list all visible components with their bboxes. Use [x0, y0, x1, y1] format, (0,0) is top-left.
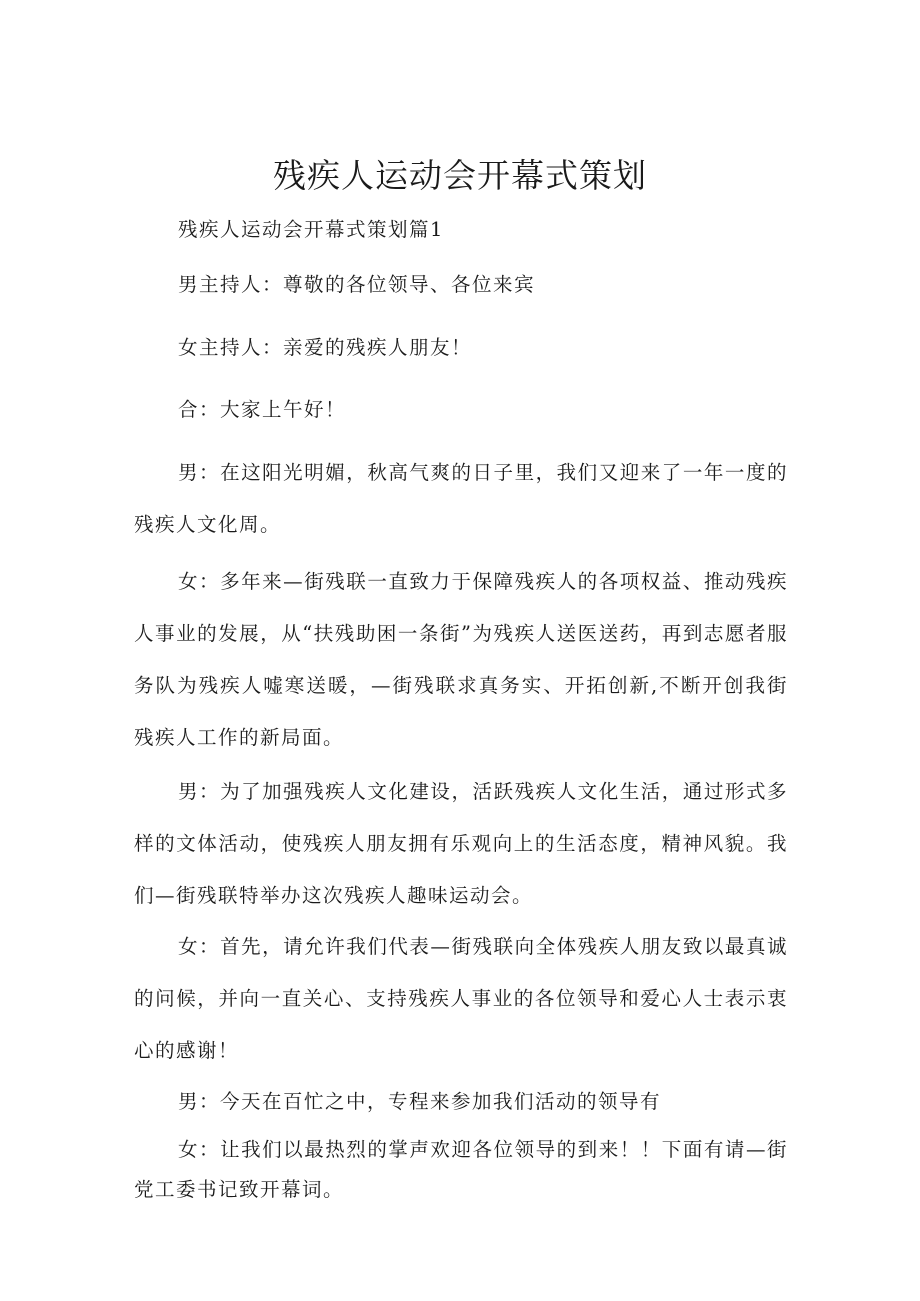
paragraph-thanks: 女：首先，请允许我们代表—街残联向全体残疾人朋友致以最真诚的问候，并向一直关心、支持残疾人事业的各位领导和爱心人士表示衷心的感谢！ [134, 935, 788, 1062]
paragraph-federation-work: 女：多年来—街残联一直致力于保障残疾人的各项权益、推动残疾人事业的发展，从“扶残助困一条街”为残疾人送医送药，再到志愿者服务队为残疾人嘘寒送暖，—街残联求真务实、开拓创新,不断开创我街残疾人工作的新局面。 [134, 570, 788, 749]
paragraph-female-host-greeting: 女主持人：亲爱的残疾人朋友！ [178, 336, 473, 359]
document-title: 残疾人运动会开幕式策划 [273, 156, 647, 195]
paragraph-culture-week: 男：在这阳光明媚，秋高气爽的日子里，我们又迎来了一年一度的残疾人文化周。 [134, 461, 788, 536]
paragraph-welcome: 女：让我们以最热烈的掌声欢迎各位领导的到来！！下面有请—街党工委书记致开幕词。 [134, 1138, 788, 1201]
paragraph-together-greeting: 合：大家上午好！ [178, 398, 347, 421]
paragraph-leaders: 男：今天在百忙之中，专程来参加我们活动的领导有 [178, 1090, 662, 1113]
section-heading: 残疾人运动会开幕式策划篇1 [178, 218, 444, 241]
paragraph-male-host-greeting: 男主持人：尊敬的各位领导、各位来宾 [178, 273, 536, 296]
paragraph-sports-meeting: 男：为了加强残疾人文化建设，活跃残疾人文化生活，通过形式多样的文体活动，使残疾人朋友拥有乐观向上的生活态度，精神风貌。我们—街残联特举办这次残疾人趣味运动会。 [134, 780, 788, 907]
